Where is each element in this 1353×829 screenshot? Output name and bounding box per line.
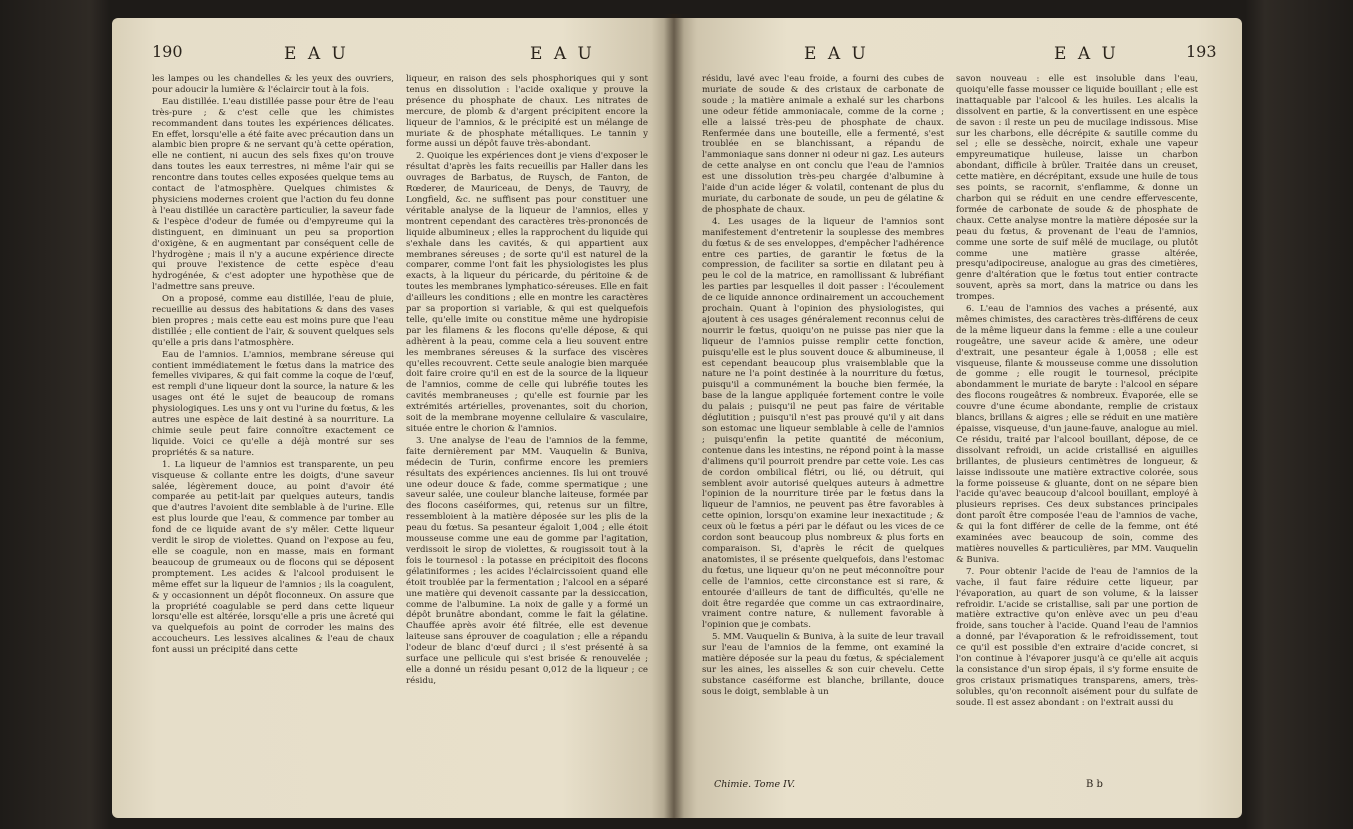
left-column-1 — [152, 74, 394, 657]
right-column-1 — [702, 74, 944, 699]
left-running-head-1: E A U — [284, 44, 349, 64]
page-footer-title: Chimie. Tome IV. — [714, 779, 796, 790]
left-page — [112, 18, 674, 818]
paragraph: 6. L'eau de l'amnios des vaches a présenté, aux mêmes chimistes, des caractères très-différens de ceux de la même liqueur dans la femme : elle a une couleur rougeâtre, une saveur acide & amère, une odeur d'extrait, une pesanteur égale à 1,0058 ; elle est visqueuse, filante & mousseuse comme une dissolution de gomme ; elle rougit le tournesol, précipite abondamment le muriate de baryte : l'alcool en sépare des flocons rougeâtres & nombreux. Évaporée, elle se couvre d'une écume abondante, remplie de cristaux blancs, brillans & aigres ; elle se réduit en une matière épaisse, visqueuse, d'un jaune-fauve, analogue au miel. Ce résidu, traité par l'alcool bouillant, dépose, de ce dissolvant refroidi, un acide cristallisé en aiguilles brillantes, de plusieurs centimètres de longueur, & laisse indissoute une matière extractive colorée, sous la forme poisseuse & gluante, dont on ne sépare bien l'acide qu'avec beaucoup d'alcool bouillant, employé à plusieurs reprises. Ces deux substances principales dont paroît être composée l'eau de l'amnios de vache, & qui la font différer de celle de la femme, ont été examinées avec beaucoup de soin, comme des matières nouvelles & particulières, par MM. Vauquelin & Buniva. — [956, 304, 1198, 565]
paragraph: liqueur, en raison des sels phosphoriques qui y sont tenus en dissolution : l'acide oxalique y prouve la présence du phosphate de chaux. Les nitrates de mercure, de plomb & d'argent précipitent encore la liqueur de l'amnios, & le précipité est un mélange de muriate & de phosphate métalliques. Le tannin y forme aussi un dépôt fauve très-abondant. — [406, 74, 648, 150]
paragraph: Eau distillée. L'eau distillée passe pour être de l'eau très-pure ; & c'est celle que les chimistes recommandent dans toutes les expériences délicates. En effet, lorsqu'elle a été faite avec précaution dans un alambic bien propre & ne servant qu'à cette opération, elle ne contient, ni aucun des sels fixes qu'on trouve dans toutes les eaux terrestres, ni même l'air qui se rencontre dans toutes celles exposées quelque tems au contact de l'atmosphère. Quelques chimistes & physiciens modernes croient que l'action du feu donne à l'eau distillée un caractère particulier, la saveur fade & l'espèce d'odeur de fumée ou d'empyreume qui la distinguent, en diminuant un peu sa proportion d'oxigène, & en augmentant par conséquent celle de l'hydrogène ; mais il n'y a aucune expérience directe qui prouve l'existence de cette espèce d'eau hydrogénée, & c'est adopter une hypothèse que de l'admettre sans preuve. — [152, 96, 394, 293]
left-page-number: 190 — [152, 42, 183, 61]
paragraph: 1. La liqueur de l'amnios est transparente, un peu visqueuse & collante entre les doigts, d'une saveur salée, légèrement douce, au point d'avoir été comparée au petit-lait par quelques auteurs, tandis que d'autres l'avoient dite semblable à de l'urine. Elle est plus lourde que l'eau, & commence par tomber au fond de ce liquide avant de s'y mêler. Cette liqueur verdit le sirop de violettes. Quand on l'expose au feu, elle se coagule, non en masse, mais en formant beaucoup de grumeaux ou de flocons qui se déposent promptement. Les acides & l'alcool produisent le même effet sur la liqueur de l'amnios ; ils la coagulent, & y occasionnent un dépôt floconneux. On assure que la propriété coagulable se perd dans cette liqueur lorsqu'elle est altérée, lorsqu'elle a pris une âcreté qui va quelquefois au point de corroder les mains des accoucheurs. Les lessives alcalines & l'eau de chaux font aussi un précipité dans cette — [152, 459, 394, 656]
left-running-head-2: E A U — [530, 44, 595, 64]
paragraph: savon nouveau : elle est insoluble dans l'eau, quoiqu'elle fasse mousser ce liquide bouillant ; elle est inattaquable par l'alcool & les huiles. Les alcalis la dissolvent en partie, & la convertissent en une espèce de savon : il reste un peu de mucilage indissous. Mise sur les charbons, elle décrépite & sautille comme du sel ; elle se dessèche, noircit, exhale une vapeur empyreumatique huileuse, laisse un charbon abondant, difficile à brûler. Traitée dans un creuset, cette matière, en décrépitant, exsude une huile de tous ses points, se racornit, s'enflamme, & donne un charbon qui se réduit en une cendre effervescente, formée de carbonate de soude & de phosphate de chaux. Cette analyse montre la matière déposée sur la peau du fœtus, & provenant de l'eau de l'amnios, comme une sorte de suif mêlé de mucilage, ou plutôt comme une matière grasse altérée, presqu'adipocireuse, analogue au gras des cimetières, genre d'altération que le fœtus tout entier contracte souvent, après sa mort, dans la matrice ou dans les trompes. — [956, 74, 1198, 303]
paragraph: 2. Quoique les expériences dont je viens d'exposer le résultat d'après les faits recueillis par Haller dans les ouvrages de Barbatus, de Ruysch, de Fanton, de Rœderer, de Mauriceau, de Denys, de Tauvry, de Longfield, &c. ne suffisent pas pour constituer une véritable analyse de la liqueur de l'amnios, elles y montrent cependant des caractères très-prononcés de liquide albumineux ; elles la rapprochent du liquide qui s'exhale dans les cavités, & qui appartient aux membranes séreuses ; de sorte qu'il est naturel de la comparer, comme l'ont fait les physiologistes les plus exacts, à la liqueur du péricarde, du péritoine & de toutes les membranes lymphatico-séreuses. Elle en fait d'ailleurs les conditions ; elle en montre les caractères par sa proportion si variable, & qui est quelquefois telle, qu'elle imite ou constitue même une hydropisie par les filamens & les flocons qu'elle dépose, & qui adhèrent à la peau, comme cela a lieu souvent entre les membranes séreuses & la surface des viscères qu'elles recouvrent. Cette seule analogie bien marquée doit faire croire qu'il en est de la source de la liqueur de l'amnios, comme de celle qui lubréfie toutes les cavités membraneuses ; qu'elle est fournie par les extrémités artérielles, provenantes, soit du chorion, soit de la membrane moyenne cellulaire & vasculaire, située entre le chorion & l'amnios. — [406, 151, 649, 434]
right-page — [674, 18, 1242, 818]
paragraph: 5. MM. Vauquelin & Buniva, à la suite de leur travail sur l'eau de l'amnios de la femme, ont examiné la matière déposée sur la peau du fœtus, & spécialement sur les aines, les aisselles & son cuir chevelu. Cette substance caséiforme est blanche, brillante, douce sous le doigt, semblable à un — [702, 632, 944, 697]
signature-mark: B b — [1086, 779, 1103, 790]
right-running-head-2: E A U — [1054, 44, 1119, 64]
paragraph: 3. Une analyse de l'eau de l'amnios de la femme, faite dernièrement par MM. Vauquelin & Buniva, médecin de Turin, confirme encore les premiers résultats des expériences anciennes. Ils lui ont trouvé une odeur douce & fade, comme spermatique ; une saveur salée, une couleur blanche laiteuse, formée par des flocons caséiformes, qui, retenus sur un filtre, ressembloient à la matière déposée sur les plis de la peau du fœtus. Sa pesanteur égaloit 1,004 ; elle étoit mousseuse comme une eau de gomme par l'agitation, verdissoit le sirop de violettes, & rougissoit tout à la fois le tournesol : la potasse en précipitoit des flocons gélatiniformes ; les acides l'éclaircissoient quand elle étoit troublée par la fermentation ; l'alcool en a séparé une matière qui devenoit cassante par la dessiccation, comme de l'albumine. La noix de galle y a formé un dépôt brunâtre abondant, comme le fait la gélatine. Chauffée après avoir été filtrée, elle est devenue laiteuse sans éprouver de coagulation ; elle a répandu l'odeur de blanc d'œuf durci ; il s'est présenté à sa surface une pellicule qui s'est brisée & renouvelée ; elle a donné un résidu pesant 0,012 de la liqueur ; ce résidu, — [406, 435, 648, 686]
right-page-number: 193 — [1186, 42, 1217, 61]
paragraph: Eau de l'amnios. L'amnios, membrane séreuse qui contient immédiatement le fœtus dans la matrice des femelles vivipares, & qui fait comme la coque de l'œuf, est rempli d'une liqueur dont la source, la nature & les usages ont été le sujet de beaucoup de romans physiologiques. Les uns y ont vu l'urine du fœtus, & les autres une espèce de lait destiné à sa nourriture. La chimie seule peut faire connoître exactement ce liquide. Voici ce qu'elle a déjà montré sur ses propriétés & sa nature. — [152, 349, 394, 458]
right-column-2 — [956, 74, 1198, 710]
paragraph: On a proposé, comme eau distillée, l'eau de pluie, recueillie au dessus des habitations & dans des vases bien propres ; mais cette eau est moins pure que l'eau distillée ; elle contient de l'air, & souvent quelques sels qu'elle a pris dans l'atmosphère. — [152, 294, 394, 348]
right-running-head-1: E A U — [804, 44, 869, 64]
paragraph: 7. Pour obtenir l'acide de l'eau de l'amnios de la vache, il faut faire réduire cette liqueur, par l'évaporation, au quart de son volume, & la laisser refroidir. L'acide se cristallise, sali par une portion de matière extractive qu'on enlève avec un peu d'eau froide, sans toucher à l'acide. Quand l'eau de l'amnios a donné, par l'évaporation & le refroidissement, tout ce qu'il est possible d'en extraire d'acide concret, si l'on continue à l'évaporer jusqu'à ce qu'elle ait acquis la consistance d'un sirop épais, il s'y forme ensuite de gros cristaux prismatiques transparens, amers, très-solubles, qu'on reconnoît aisément pour du sulfate de soude. Il est assez abondant : on l'extrait aussi du — [956, 566, 1198, 708]
paragraph: résidu, lavé avec l'eau froide, a fourni des cubes de muriate de soude & des cristaux de carbonate de soude ; la matière animale a exhalé sur les charbons une odeur fétide ammoniacale, comme de la corne ; elle a laissé très-peu de phosphate de chaux. Renfermée dans une bouteille, elle a fermenté, s'est troublée en se blanchissant, a répandu de l'ammoniaque sans donner ni odeur ni gaz. Les auteurs de cette analyse en ont conclu que l'eau de l'amnios est une dissolution très-peu chargée d'albumine à l'aide d'un acide léger & volatil, contenant de plus du muriate, du carbonate de soude, un peu de gélatine & de phosphate de chaux. — [702, 74, 944, 215]
paragraph: 4. Les usages de la liqueur de l'amnios sont manifestement d'entretenir la souplesse des membres du fœtus & de ses enveloppes, d'empêcher l'adhérence entre ces parties, de garantir le fœtus de la compression, de faciliter sa sortie en dilatant peu à peu le col de la matrice, en ramollissant & lubréfiant les parties par lesquelles il doit passer : l'écoulement de ce liquide annonce ordinairement un accouchement prochain. Quant à l'opinion des physiologistes, qui ajoutent à ces usages généralement reconnus celui de nourrir le fœtus, quoiqu'on ne puisse pas nier que la liqueur de l'amnios puisse remplir cette fonction, puisqu'elle est le plus souvent douce & albumineuse, il est cependant beaucoup plus vraisemblable que la nature ne l'a point destinée à la nourriture du fœtus, puisqu'il a communément la bouche bien fermée, la base de la langue appliquée fortement contre le voile du palais ; puisqu'il ne peut pas faire de véritable déglutition ; puisqu'il n'est pas prouvé qu'il y ait dans son estomac une liqueur semblable à celle de l'amnios ; puisqu'enfin la petite quantité de méconium, contenue dans les intestins, ne répond point à la masse d'alimens qu'il pourroit prendre par cette voie. Les cas de cordon ombilical flétri, ou lié, ou détruit, qui semblent avoir autorisé quelques auteurs à admettre l'opinion de la nourriture tirée par le fœtus dans la liqueur de l'amnios, ne peuvent pas être favorables à cette opinion, lorsqu'on examine leur inexactitude ; & ceux où le fœtus a péri par le défaut ou les vices de ce cordon sont beaucoup plus nombreux & plus forts en comparaison. Si, d'après le récit de quelques anatomistes, il se présente quelquefois, dans l'estomac du fœtus, une liqueur qu'on ne peut méconnoître pour celle de l'amnios, cette circonstance est si rare, & entourée d'ailleurs de tant de difficultés, qu'elle ne doit être regardée que comme un cas extraordinaire, vraiment contre nature, & nullement favorable à l'opinion que je combats. — [702, 216, 944, 631]
left-column-2 — [406, 74, 648, 688]
paragraph: les lampes ou les chandelles & les yeux des ouvriers, pour adoucir la lumière & l'éclaircir tout à la fois. — [152, 74, 394, 95]
